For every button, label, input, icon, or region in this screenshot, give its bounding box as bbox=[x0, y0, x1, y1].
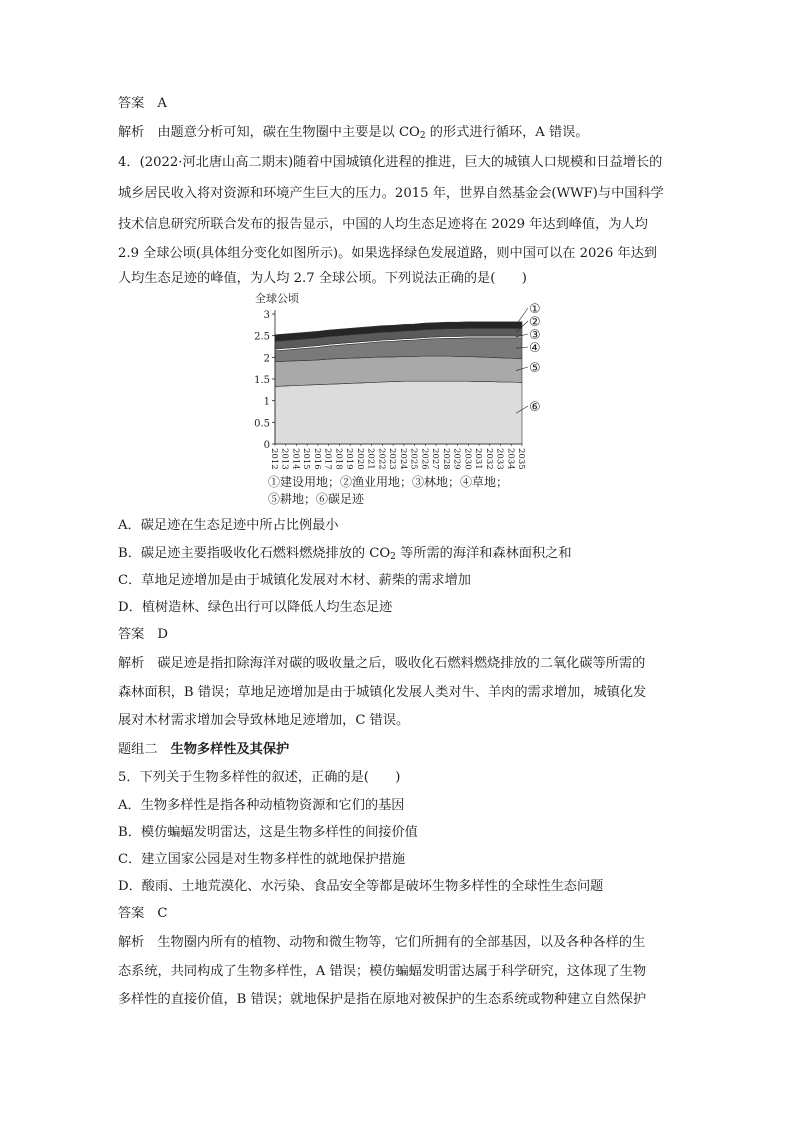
q4-stem-line: 人均生态足迹的峰值，为人均 2.7 全球公顷。下列说法正确的是( ) bbox=[118, 271, 527, 286]
section-heading bbox=[118, 741, 289, 759]
q4-analysis-line: 森林面积，B 错误；草地足迹增加是由于城镇化发展人类对牛、羊肉的需求增加，城镇化发 bbox=[118, 685, 647, 700]
analysis-label: 解析 bbox=[118, 656, 145, 671]
x-tick-label: 2023 bbox=[387, 448, 398, 470]
y-tick-label: 0 bbox=[263, 440, 270, 451]
series-label: ⑥ bbox=[529, 400, 541, 415]
series-label: ④ bbox=[529, 341, 541, 356]
x-tick-label: 2015 bbox=[301, 448, 312, 470]
q4-stem-line: 技术信息研究所联合发布的报告显示，中国的人均生态足迹将在 2029 年达到峰值，为人均 bbox=[118, 217, 648, 232]
x-tick-label: 2018 bbox=[333, 448, 344, 470]
answer-label: 答案 bbox=[118, 96, 145, 111]
section-group: 题组二 bbox=[118, 742, 158, 757]
q5-option-d: D．酸雨、土地荒漠化、水污染、食品安全等都是破坏生物多样性的全球性生态问题 bbox=[118, 879, 604, 894]
q4-analysis-line: 展对木材需求增加会导致林地足迹增加，C 错误。 bbox=[118, 713, 410, 728]
x-tick-label: 2034 bbox=[505, 448, 516, 470]
q4-stem-line: 2.9 全球公顷(具体组分变化如图所示)。如果选择绿色发展道路，则中国可以在 2026 年达到 bbox=[118, 246, 657, 261]
x-tick-label: 2019 bbox=[344, 448, 355, 470]
q5-analysis-line: 多样性的直接价值，B 错误；就地保护是指在原地对被保护的生态系统或物种建立自然保护 bbox=[118, 992, 647, 1007]
chart-legend-line: ⑤耕地；⑥碳足迹 bbox=[268, 492, 365, 506]
x-tick-label: 2035 bbox=[516, 448, 526, 470]
q5-stem: 5．下列关于生物多样性的叙述，正确的是( ) bbox=[118, 770, 401, 785]
q4-answer-line bbox=[118, 626, 168, 644]
x-tick-label: 2024 bbox=[397, 448, 408, 470]
q4-stem-line: 城乡居民收入将对资源和环境产生巨大的压力。2015 年，世界自然基金会(WWF)与中国科学 bbox=[118, 186, 664, 201]
analysis-label: 解析 bbox=[118, 125, 145, 140]
q4-option-b: B．碳足迹主要指吸收化石燃料燃烧排放的 $CO_2$ 等所需的海洋和森林面积之和 bbox=[118, 546, 572, 562]
q4-option-a: A．碳足迹在生态足迹中所占比例最小 bbox=[118, 518, 339, 533]
q5-option-b: B．模仿蝙蝠发明雷达，这是生物多样性的间接价值 bbox=[118, 825, 418, 840]
q5-option-a: A．生物多样性是指各种动植物资源和它们的基因 bbox=[118, 798, 405, 813]
analysis-text: 生物圈内所有的植物、动物和微生物等，它们所拥有的全部基因，以及各种各样的生 bbox=[157, 935, 646, 950]
q5-analysis-line: 态系统，共同构成了生物多样性，A 错误；模仿蝙蝠发明雷达属于科学研究，这体现了生物 bbox=[118, 964, 647, 979]
x-tick-label: 2025 bbox=[408, 448, 419, 470]
q3-answer-line bbox=[118, 95, 167, 113]
x-tick-label: 2013 bbox=[279, 448, 290, 470]
x-tick-label: 2017 bbox=[322, 448, 333, 470]
series-label: ⑤ bbox=[529, 361, 541, 376]
q4-option-c: C．草地足迹增加是由于城镇化发展对木材、薪柴的需求增加 bbox=[118, 573, 471, 588]
x-tick-label: 2020 bbox=[354, 448, 365, 470]
analysis-text: 由题意分析可知，碳在生物圈中主要是以 $CO_2$ 的形式进行循环，A 错误。 bbox=[157, 125, 589, 141]
x-tick-label: 2030 bbox=[462, 448, 473, 470]
x-tick-label: 2033 bbox=[494, 448, 505, 470]
answer-label: 答案 bbox=[118, 627, 145, 642]
analysis-text: 碳足迹是指扣除海洋对碳的吸收量之后，吸收化石燃料燃烧排放的二氧化碳等所需的 bbox=[157, 656, 646, 671]
x-tick-label: 2026 bbox=[419, 448, 430, 470]
series-label: ② bbox=[529, 315, 541, 330]
q5-analysis-line bbox=[118, 934, 645, 952]
x-tick-label: 2027 bbox=[430, 448, 441, 470]
chart-legend-line: ①建设用地；②渔业用地；③林地；④草地； bbox=[268, 475, 509, 489]
x-tick-label: 2022 bbox=[376, 448, 387, 470]
answer-value: A bbox=[157, 96, 167, 111]
answer-value: D bbox=[157, 627, 168, 642]
y-tick-label: 2.5 bbox=[254, 331, 270, 343]
y-axis-label: 全球公顷 bbox=[255, 292, 299, 305]
series-label: ③ bbox=[529, 328, 541, 343]
x-tick-label: 2012 bbox=[269, 448, 279, 470]
analysis-label: 解析 bbox=[118, 935, 145, 950]
x-tick-label: 2029 bbox=[451, 448, 462, 470]
section-title: 生物多样性及其保护 bbox=[170, 742, 290, 757]
series-label: ① bbox=[529, 302, 541, 317]
x-tick-label: 2031 bbox=[473, 448, 483, 470]
q5-answer-line bbox=[118, 905, 167, 923]
q5-option-c: C．建立国家公园是对生物多样性的就地保护措施 bbox=[118, 852, 406, 867]
x-tick-label: 2016 bbox=[312, 448, 322, 470]
y-tick-label: 3 bbox=[263, 310, 270, 321]
chart-svg bbox=[250, 290, 550, 490]
q4-stem-line: 4．(2022·河北唐山高二期末)随着中国城镇化进程的推进，巨大的城镇人口规模和日益增长的 bbox=[118, 155, 663, 170]
q4-option-d: D．植树造林、绿色出行可以降低人均生态足迹 bbox=[118, 600, 393, 615]
q3-analysis-line bbox=[118, 124, 589, 145]
y-tick-label: 1 bbox=[263, 396, 270, 408]
x-tick-label: 2014 bbox=[290, 448, 301, 470]
x-tick-label: 2032 bbox=[483, 448, 494, 470]
q4-analysis-line bbox=[118, 655, 645, 673]
answer-value: C bbox=[157, 906, 168, 921]
y-tick-label: 1.5 bbox=[254, 375, 270, 386]
area-series-1 bbox=[275, 381, 522, 444]
answer-label: 答案 bbox=[118, 906, 145, 921]
y-tick-label: 2 bbox=[263, 353, 270, 365]
x-tick-label: 2028 bbox=[440, 448, 451, 470]
x-tick-label: 2021 bbox=[365, 448, 376, 470]
y-tick-label: 0.5 bbox=[254, 418, 270, 430]
